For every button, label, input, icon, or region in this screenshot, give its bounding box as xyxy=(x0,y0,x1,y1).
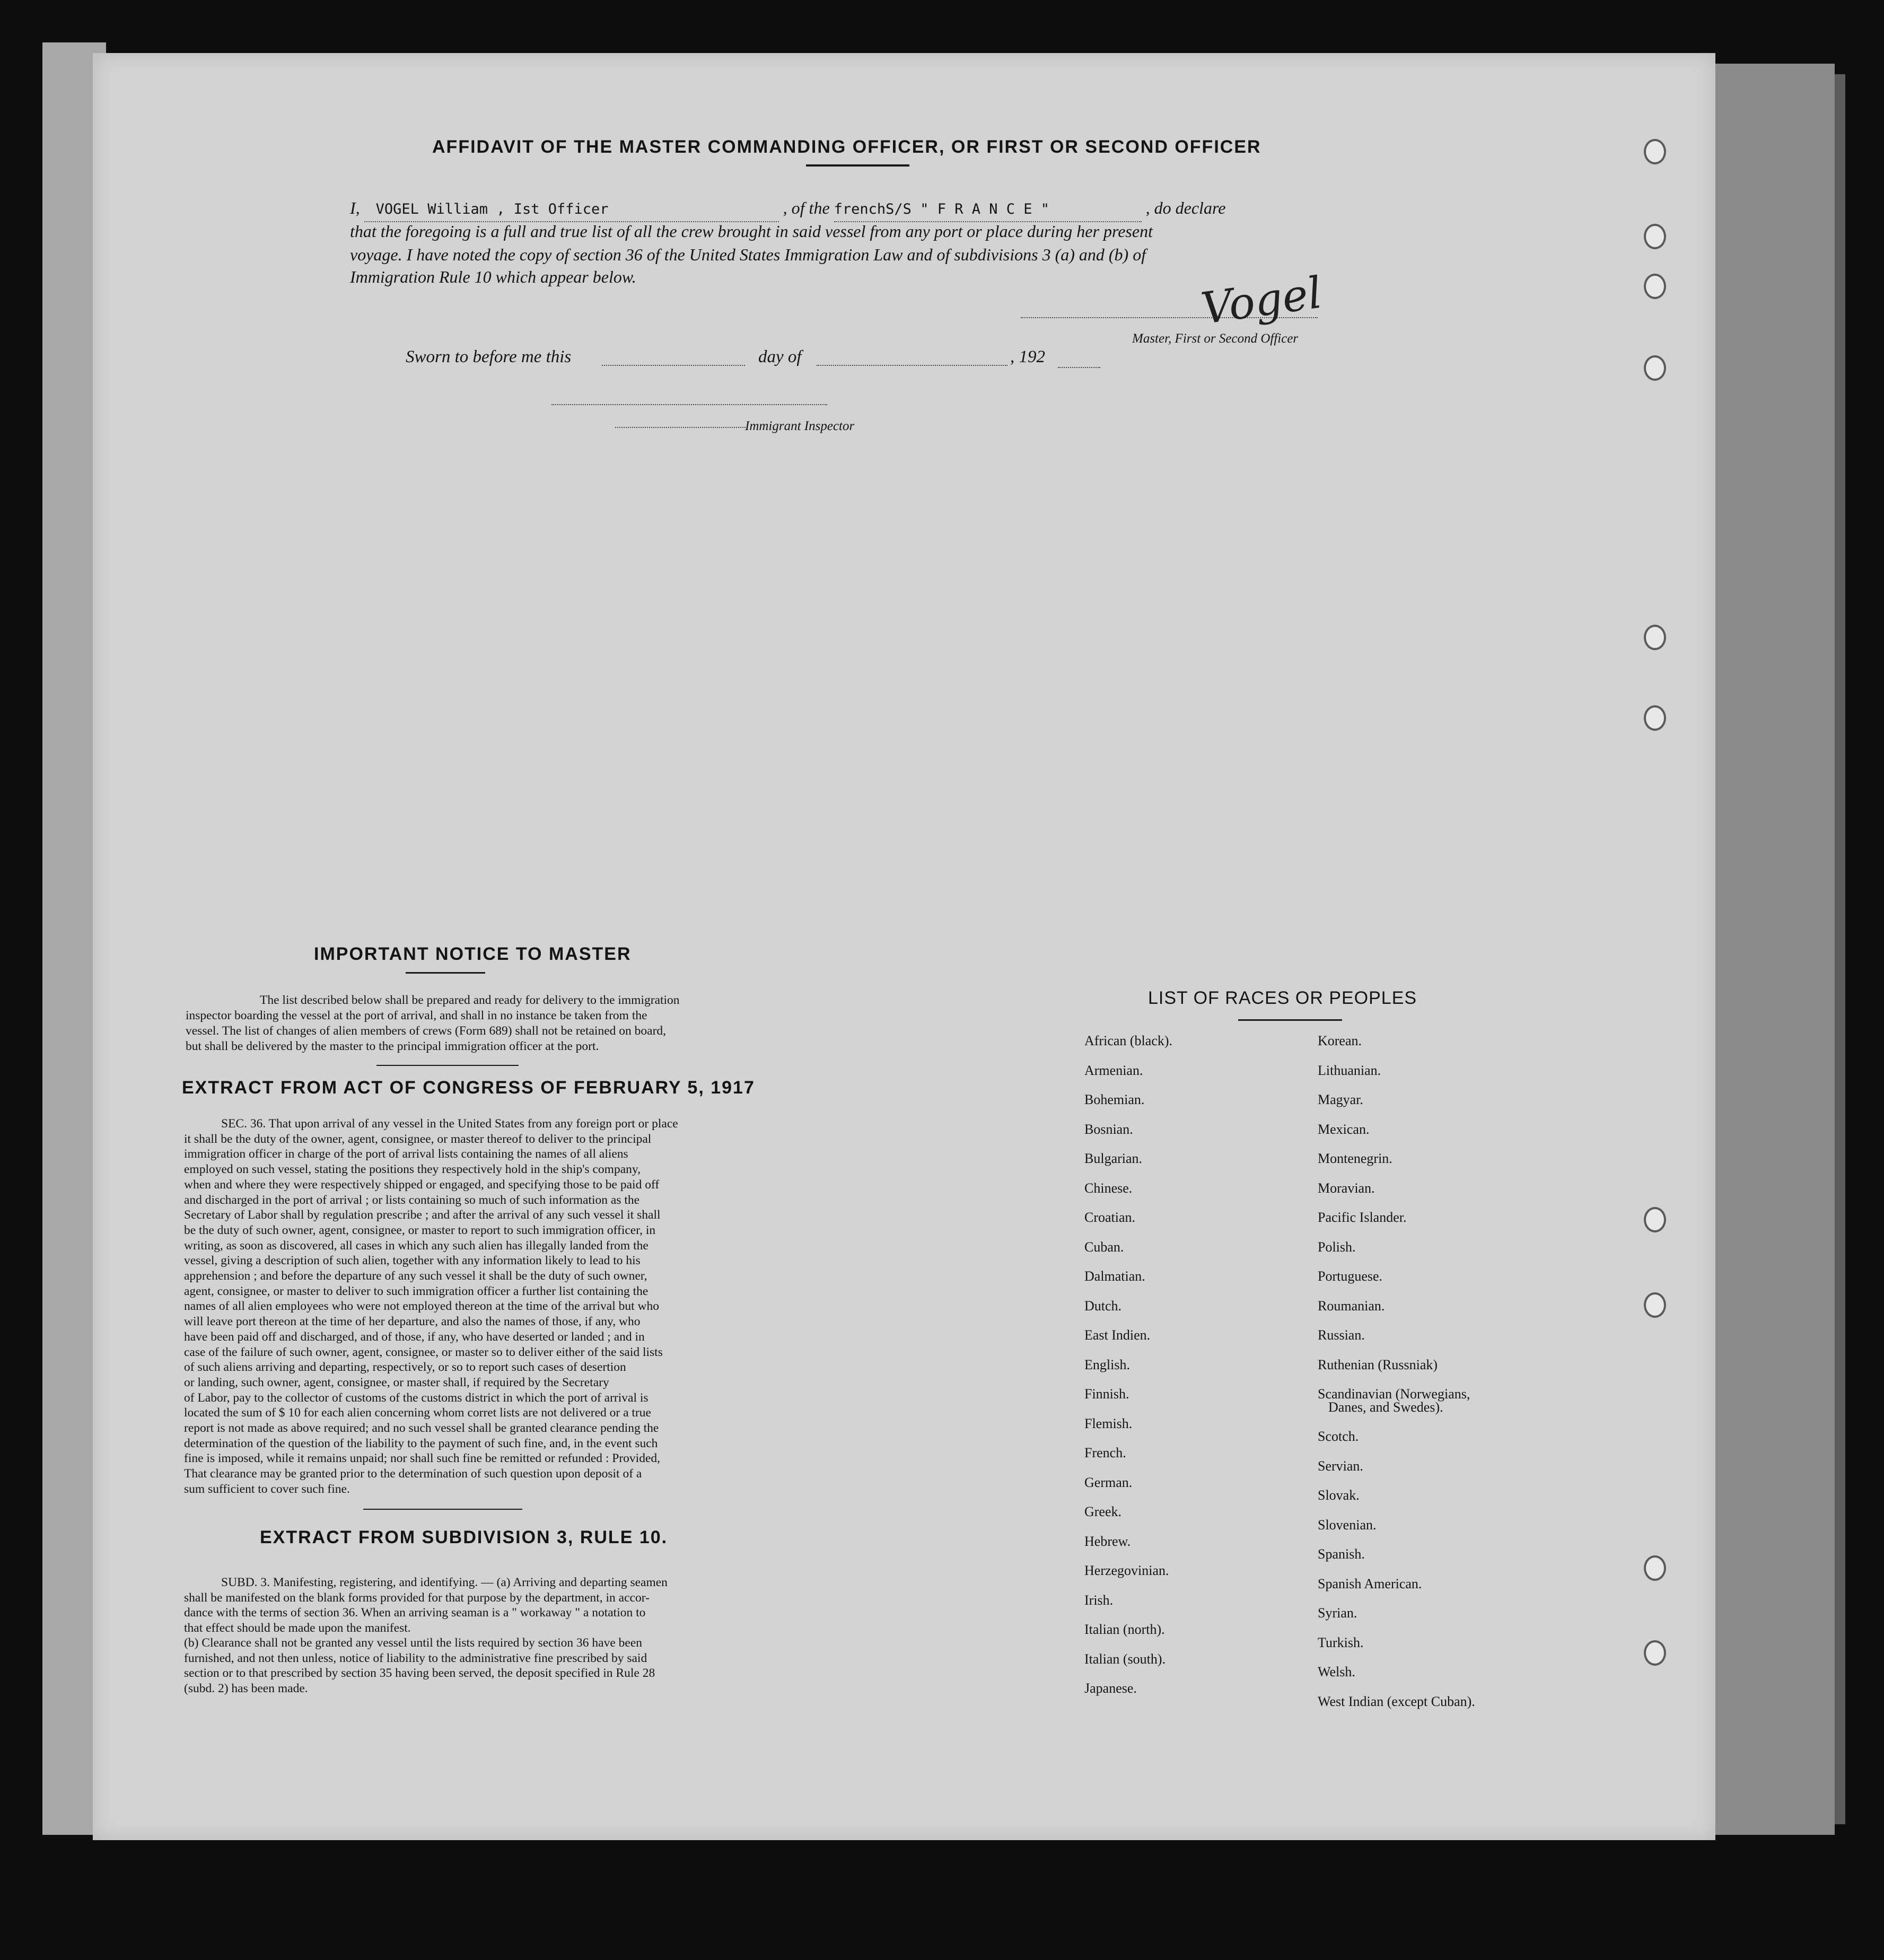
binder-hole xyxy=(1644,274,1666,299)
act-divider xyxy=(363,1509,522,1510)
race-item: Magyar. xyxy=(1318,1092,1363,1107)
notice-line-3: vessel. The list of changes of alien members of crews (Form 689) shall not be retained on board, xyxy=(186,1024,667,1038)
race-item: Cuban. xyxy=(1084,1239,1124,1255)
race-item: Montenegrin. xyxy=(1318,1151,1392,1166)
act-line: located the sum of $ 10 for each alien concerning whom corret lists are not delivered or a true xyxy=(184,1406,651,1420)
races-title: LIST OF RACES OR PEOPLES xyxy=(1148,988,1417,1008)
act-line: vessel, giving a description of such alien, together with any information likely to lead to his xyxy=(184,1254,641,1268)
race-item: Welsh. xyxy=(1318,1664,1355,1680)
day-of-text: day of xyxy=(758,347,802,366)
binder-hole xyxy=(1644,355,1666,381)
rule-line: shall be manifested on the blank forms provided for that purpose by the department, in accor- xyxy=(184,1590,650,1605)
race-item: Pacific Islander. xyxy=(1318,1210,1407,1225)
race-item: Scandinavian (Norwegians, xyxy=(1318,1386,1470,1402)
binder-hole xyxy=(1644,625,1666,650)
act-line: and discharged in the port of arrival ; or lists containing so much of such information as the xyxy=(184,1193,640,1207)
notice-title-underline xyxy=(406,972,485,974)
race-item: Roumanian. xyxy=(1318,1298,1385,1314)
race-item: Slovenian. xyxy=(1318,1517,1377,1533)
race-item: German. xyxy=(1084,1474,1133,1490)
sworn-month-field[interactable] xyxy=(817,365,1007,366)
act-line: employed on such vessel, stating the positions they respectively hold in the ship's company, xyxy=(184,1162,641,1177)
act-line: case of the failure of such owner, agent, consignee, or master so to deliver either of the said lists xyxy=(184,1345,663,1359)
race-item: Dutch. xyxy=(1084,1298,1122,1314)
race-item: Armenian. xyxy=(1084,1062,1143,1078)
race-item: Mexican. xyxy=(1318,1121,1370,1137)
inspector-caption: Immigrant Inspector xyxy=(745,419,855,433)
race-item: Turkish. xyxy=(1318,1634,1364,1650)
declaration-line-1: I, VOGEL William , Ist Officer , of the frenchS/S " F R A N C E " , do declare xyxy=(350,196,1357,222)
act-line: when and where they were respectively shipped or engaged, and specifying those to be paid off xyxy=(184,1177,660,1192)
rule-title: EXTRACT FROM SUBDIVISION 3, RULE 10. xyxy=(260,1527,668,1547)
act-line: That clearance may be granted prior to the determination of such question upon deposit of a xyxy=(184,1467,642,1481)
act-line: names of all alien employees who were not employed thereon at the time of the arrival but who xyxy=(184,1299,659,1314)
document-page xyxy=(93,53,1715,1840)
act-line: SEC. 36. That upon arrival of any vessel in the United States from any foreign port or place xyxy=(221,1117,678,1131)
race-item: Bohemian. xyxy=(1084,1092,1145,1107)
act-line: it shall be the duty of the owner, agent, consignee, or master thereof to deliver to the principal xyxy=(184,1132,652,1146)
races-title-underline xyxy=(1238,1019,1342,1021)
race-item: Flemish. xyxy=(1084,1415,1133,1431)
race-item: Japanese. xyxy=(1084,1681,1137,1696)
race-item: Hebrew. xyxy=(1084,1533,1131,1549)
act-line: fine is imposed, while it remains unpaid; nor shall such fine be remitted or refunded : Provided, xyxy=(184,1451,661,1466)
rule-line: dance with the terms of section 36. When an arriving seaman is a " workaway " a notation to xyxy=(184,1606,646,1620)
race-item: Korean. xyxy=(1318,1033,1362,1048)
race-item: Italian (south). xyxy=(1084,1651,1166,1667)
declaration-line-4: Immigration Rule 10 which appear below. xyxy=(350,267,636,286)
act-line: will leave port thereon at the time of her departure, and also the names of those, if any, who xyxy=(184,1315,641,1329)
rule-line: (subd. 2) has been made. xyxy=(184,1681,308,1695)
race-item: Moravian. xyxy=(1318,1180,1375,1196)
race-item: East Indien. xyxy=(1084,1327,1151,1343)
act-line: Secretary of Labor shall by regulation prescribe ; and after the arrival of any such vessel it shall xyxy=(184,1208,661,1222)
act-title: EXTRACT FROM ACT OF CONGRESS OF FEBRUARY 5, 1917 xyxy=(182,1078,755,1098)
act-line: determination of the question of the liability to the payment of such fine, and, in the event such xyxy=(184,1436,658,1450)
notice-title: IMPORTANT NOTICE TO MASTER xyxy=(314,944,632,964)
binder-hole xyxy=(1644,705,1666,731)
rule-line: SUBD. 3. Manifesting, registering, and identifying. — (a) Arriving and departing seamen xyxy=(221,1576,668,1589)
act-line: apprehension ; and before the departure of any such vessel it shall be the duty of such owner, xyxy=(184,1269,647,1283)
race-item: Bosnian. xyxy=(1084,1121,1133,1137)
race-item: Spanish. xyxy=(1318,1546,1365,1562)
notice-divider xyxy=(376,1065,519,1066)
inspector-signature-line xyxy=(551,404,827,405)
affidavit-title: AFFIDAVIT OF THE MASTER COMMANDING OFFICER, OR FIRST OR SECOND OFFICER xyxy=(432,137,1261,157)
binder-hole xyxy=(1644,1207,1666,1232)
race-item: Spanish American. xyxy=(1318,1576,1422,1591)
notice-line-2: inspector boarding the vessel at the port of arrival, and shall in no instance be taken from the xyxy=(186,1009,647,1022)
underlying-page-right-edge xyxy=(1835,74,1845,1824)
race-item: Dalmatian. xyxy=(1084,1268,1145,1284)
sworn-year-field[interactable] xyxy=(1058,367,1100,368)
race-item: Lithuanian. xyxy=(1318,1062,1381,1078)
race-item: Russian. xyxy=(1318,1327,1365,1343)
race-item: English. xyxy=(1084,1357,1130,1372)
race-item: Irish. xyxy=(1084,1592,1114,1608)
binder-hole xyxy=(1644,139,1666,164)
race-item: Croatian. xyxy=(1084,1210,1136,1225)
sworn-day-field[interactable] xyxy=(602,365,745,366)
rule-line: section or to that prescribed by section 35 having been served, the deposit specified in Rule 28 xyxy=(184,1666,655,1680)
declaration-line-3: voyage. I have noted the copy of section 36 of the United States Immigration Law and of subdivisions 3 (a) and (b) of xyxy=(350,245,1146,264)
declaration-line-2: that the foregoing is a full and true list of all the crew brought in said vessel from any port or place during her present xyxy=(350,222,1153,241)
race-item: Polish. xyxy=(1318,1239,1356,1255)
binder-hole xyxy=(1644,1292,1666,1318)
race-item: Portuguese. xyxy=(1318,1268,1383,1284)
rule-line: (b) Clearance shall not be granted any vessel until the lists required by section 36 have been xyxy=(184,1636,643,1650)
underlying-page-right xyxy=(1713,64,1835,1835)
act-line: of such aliens arriving and departing, respectively, or so to report such cases of desertion xyxy=(184,1360,626,1375)
officer-name-field[interactable]: VOGEL William , Ist Officer xyxy=(364,198,779,222)
race-item: Servian. xyxy=(1318,1458,1363,1474)
race-item: Herzegovinian. xyxy=(1084,1563,1169,1578)
race-item: Bulgarian. xyxy=(1084,1151,1143,1166)
notice-line-1: The list described below shall be prepared and ready for delivery to the immigration xyxy=(260,993,680,1007)
act-line: sum sufficient to cover such fine. xyxy=(184,1482,350,1496)
vessel-field[interactable]: frenchS/S " F R A N C E " xyxy=(834,198,1142,222)
act-line: or landing, such owner, agent, consignee, or master shall, if required by the Secretary xyxy=(184,1375,609,1389)
race-item: Greek. xyxy=(1084,1504,1122,1519)
act-line: be the duty of such owner, agent, consignee, or master to report to such immigration officer, in xyxy=(184,1223,656,1237)
signature: Vogel xyxy=(1198,267,1325,335)
binder-hole xyxy=(1644,224,1666,249)
race-item: Ruthenian (Russniak) xyxy=(1318,1357,1438,1372)
binder-hole xyxy=(1644,1555,1666,1581)
race-item: Syrian. xyxy=(1318,1605,1357,1621)
race-item: Danes, and Swedes). xyxy=(1328,1399,1443,1415)
act-line: of Labor, pay to the collector of customs of the customs district in which the port of arrival is xyxy=(184,1390,649,1405)
race-item: Slovak. xyxy=(1318,1488,1360,1503)
act-line: report is not made as above required; and no such vessel shall be granted clearance pending the xyxy=(184,1421,659,1435)
sworn-text: Sworn to before me this xyxy=(406,347,572,366)
signature-caption: Master, First or Second Officer xyxy=(1132,331,1299,346)
binder-hole xyxy=(1644,1640,1666,1666)
race-item: Chinese. xyxy=(1084,1180,1133,1196)
rule-line: that effect should be made upon the manifest. xyxy=(184,1621,411,1635)
act-line: have been paid off and discharged, and of those, if any, who have deserted or landed ; and in xyxy=(184,1329,645,1344)
affidavit-title-underline xyxy=(806,164,909,167)
race-item: African (black). xyxy=(1084,1033,1173,1048)
inspector-line-2 xyxy=(615,427,748,428)
act-line: immigration officer in charge of the port of arrival lists containing the names of all aliens xyxy=(184,1147,628,1161)
race-item: West Indian (except Cuban). xyxy=(1318,1693,1475,1709)
act-line: writing, as soon as discovered, all cases in which any such alien has illegally landed from the xyxy=(184,1238,649,1253)
race-item: French. xyxy=(1084,1445,1126,1460)
race-item: Scotch. xyxy=(1318,1429,1359,1445)
notice-line-4: but shall be delivered by the master to the principal immigration officer at the port. xyxy=(186,1039,599,1053)
year-prefix: , 192 xyxy=(1010,347,1045,366)
race-item: Italian (north). xyxy=(1084,1622,1165,1637)
act-line: agent, consignee, or master to deliver to such immigration officer a further list containing the xyxy=(184,1284,649,1298)
rule-line: furnished, and not then unless, notice of liability to the administrative fine prescribed by said xyxy=(184,1651,647,1665)
race-item: Finnish. xyxy=(1084,1386,1129,1402)
